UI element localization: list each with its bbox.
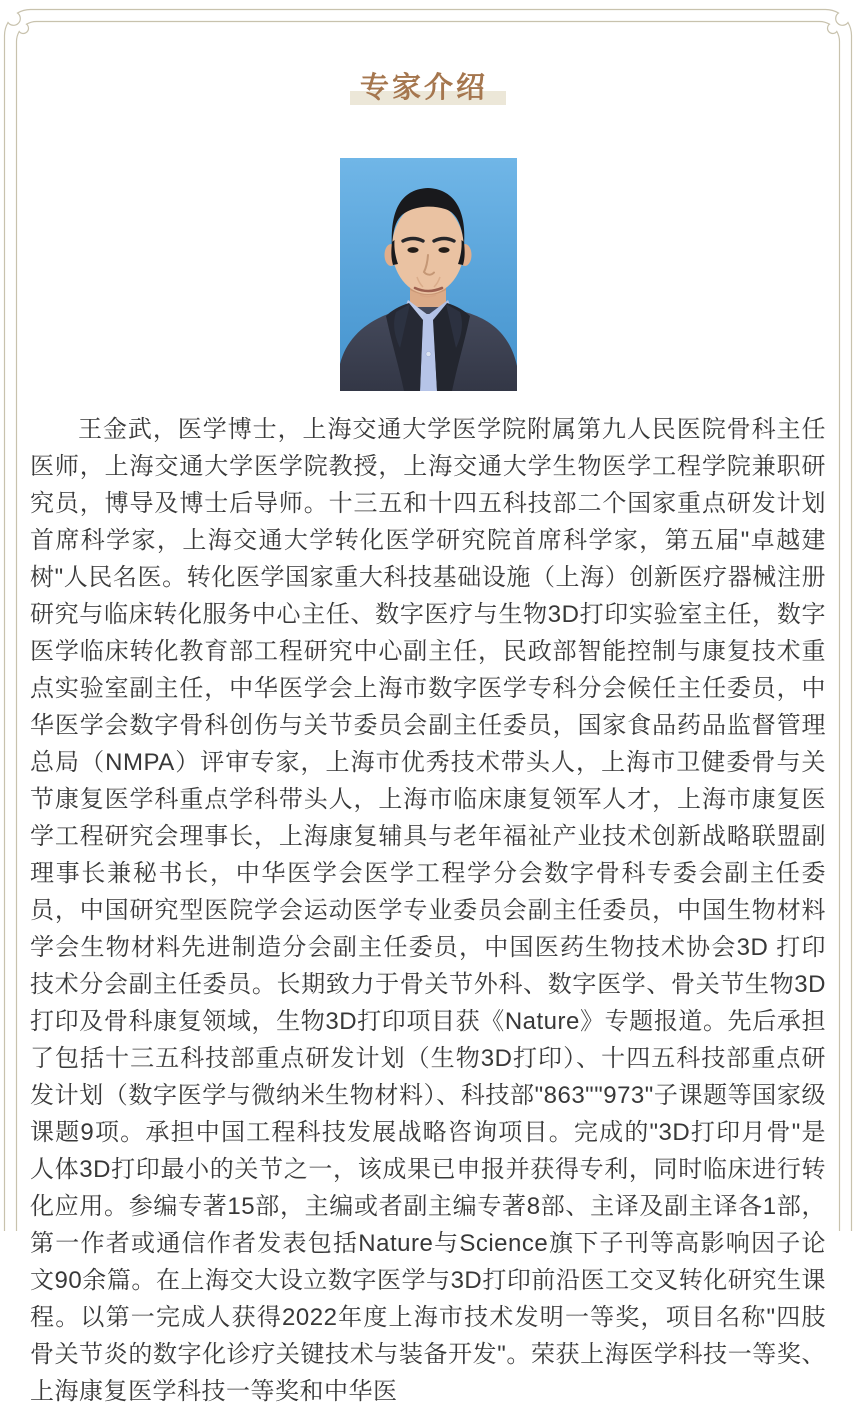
portrait-photo[interactable] <box>340 158 517 391</box>
title-section <box>0 0 856 127</box>
bio-paragraph: 王金武，医学博士，上海交通大学医学院附属第九人民医院骨科主任医师，上海交通大学医学院教授，上海交通大学生物医学工程学院兼职研究员，博导及博士后导师。十三五和十四五科技部二个国家重点研发计划首席科学家，上海交通大学转化医学研究院首席科学家，第五届"卓越建树"人民名医。转化医学国家重大科技基础设施（上海）创新医疗器械注册研究与临床转化服务中心主任、数字医疗与生物3D打印实验室主任，数字医学临床转化教育部工程研究中心副主任，民政部智能控制与康复技术重点实验室副主任，中华医学会上海市数字医学专科分会候任主任委员，中华医学会数字骨科创伤与关节委员会副主任委员，国家食品药品监督管理总局（NMPA）评审专家，上海市优秀技术带头人，上海市卫健委骨与关节康复医学科重点学科带头人，上海市临床康复领军人才，上海市康复医学工程研究会理事长，上海康复辅具与老年福祉产业技术创新战略联盟副理事长兼秘书长，中华医学会医学工程学分会数字骨科专委会副主任委员，中国研究型医院学会运动医学专业委员会副主任委员，中国生物材料学会生物材料先进制造分会副主任委员，中国医药生物技术协会3D 打印技术分会副主任委员。长期致力于骨关节外科、数字医学、骨关节生物3D打印及骨科康复领域，生物3D打印项目获《Nature》专题报道。先后承担了包括十三五科技部重点研发计划（生物3D打印）、十四五科技部重点研发计划（数字医学与微纳米生物材料）、科技部"863""973"子课题等国家级课题9项。承担中国工程科技发展战略咨询项目。完成的"3D打印月骨"是人体3D打印最小的关节之一，该成果已申报并获得专利，同时临床进行转化应用。参编专著15部，主编或者副主编专著8部、主译及副主译各1部，第一作者或通信作者发表包括Nature与Science旗下子刊等高影响因子论文90余篇。在上海交大设立数字医学与3D打印前沿医工交叉转化研究生课程。以第一完成人获得2022年度上海市技术发明一等奖，项目名称"四肢骨关节炎的数字化诊疗关键技术与装备开发"。荣获上海医学科技一等奖、上海康复医学科技一等奖和中华医 <box>30 415 826 1405</box>
portrait-photo-image <box>340 158 517 391</box>
page-title: 专家介绍 <box>350 69 506 107</box>
face <box>392 202 464 294</box>
